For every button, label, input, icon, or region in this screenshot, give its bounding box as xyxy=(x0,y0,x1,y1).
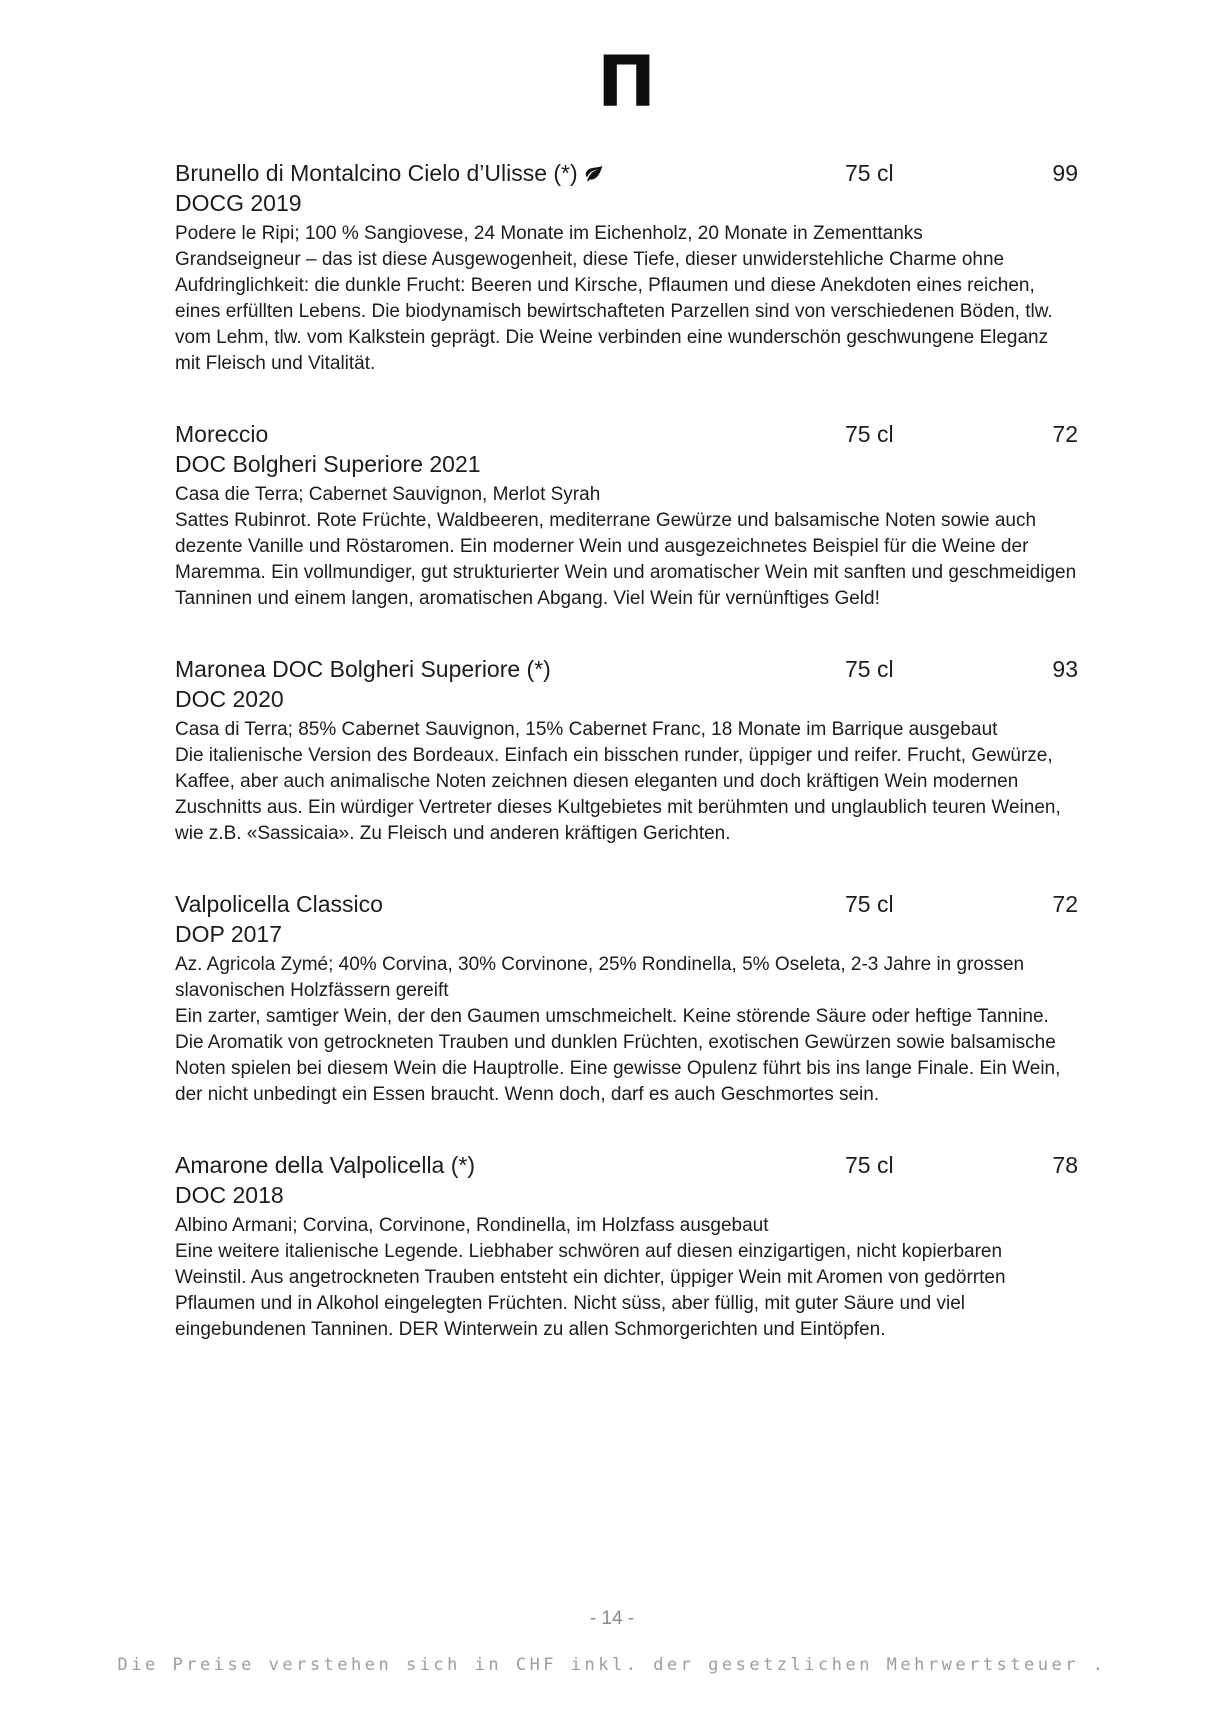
wine-producer: Podere le Ripi; 100 % Sangiovese, 24 Monate im Eichenholz, 20 Monate in Zementtanks xyxy=(175,223,923,244)
wine-description: Die italienische Version des Bordeaux. Einfach ein bisschen runder, üppiger und reifer. Frucht, Gewürze, Kaffee, aber auch animalische Noten zeichnen diesen eleganten und doch kräftigen Wein modernen Zuschnitts aus. Ein würdiger Vertreter dieses Kultgebietes mit berühmten und unglaublich teuren Weinen, wie z.B. «Sassicaia». Zu Fleisch und anderen kräftigen Gerichten. xyxy=(175,745,1061,844)
restaurant-logo: Π xyxy=(597,41,656,123)
wine-appellation: DOC Bolgheri Superiore 2021 xyxy=(175,451,481,477)
wine-price: 72 xyxy=(1052,891,1078,917)
wine-appellation: DOP 2017 xyxy=(175,921,282,947)
wine-header xyxy=(175,654,1078,684)
wine-entry xyxy=(175,1150,1078,1343)
volume-price xyxy=(845,654,1078,684)
wine-list xyxy=(175,158,1078,1343)
wine-volume: 75 cl xyxy=(845,160,894,186)
wine-name-text: Amarone della Valpolicella (*) xyxy=(175,1152,475,1178)
volume-price xyxy=(845,419,1078,449)
footer-note: Die Preise verstehen sich in CHF inkl. der gesetzlichen Mehrwertsteuer . xyxy=(117,1655,1107,1675)
wine-name xyxy=(175,1150,845,1180)
wine-description: Eine weitere italienische Legende. Liebhaber schwören auf diesen einzigartigen, nicht kopierbaren Weinstil. Aus angetrockneten Trauben entsteht ein dichter, üppiger Wein mit Aromen von gedörrten Pflaumen und in Alkohol eingelegten Früchten. Nicht süss, aber füllig, mit guter Säure und viel eingebundenen Tanninen. DER Winterwein zu allen Schmorgerichten und Eintöpfen. xyxy=(175,1241,1006,1340)
wine-volume: 75 cl xyxy=(845,656,894,682)
wine-appellation: DOC 2020 xyxy=(175,686,284,712)
wine-header xyxy=(175,1150,1078,1180)
wine-description: Ein zarter, samtiger Wein, der den Gaumen umschmeichelt. Keine störende Säure oder heftige Tannine. Die Aromatik von getrockneten Trauben und dunklen Früchten, exotischen Gewürzen sowie balsamische Noten spielen bei diesem Wein die Hauptrolle. Eine gewisse Opulenz führt bis ins lange Finale. Ein Wein, der nicht unbedingt ein Essen braucht. Wenn doch, darf es auch Geschmortes sein. xyxy=(175,1006,1061,1105)
page-number: - 14 - xyxy=(589,1608,635,1629)
wine-volume: 75 cl xyxy=(845,1152,894,1178)
wine-producer: Casa die Terra; Cabernet Sauvignon, Merlot Syrah xyxy=(175,484,601,505)
wine-entry xyxy=(175,419,1078,612)
wine-producer: Albino Armani; Corvina, Corvinone, Rondinella, im Holzfass ausgebaut xyxy=(175,1215,769,1236)
wine-producer: Az. Agricola Zymé; 40% Corvina, 30% Corvinone, 25% Rondinella, 5% Oseleta, 2-3 Jahre in grossen slavonischen Holzfässern gereift xyxy=(175,954,1025,1001)
volume-price xyxy=(845,889,1078,919)
wine-description: Sattes Rubinrot. Rote Früchte, Waldbeeren, mediterrane Gewürze und balsamische Noten sowie auch dezente Vanille und Röstaromen. Ein moderner Wein und ausgezeichnetes Beispiel für die Weine der Maremma. Ein vollmundiger, gut strukturierter Wein und aromatischer Wein mit sanften und geschmeidigen Tanninen und einem langen, aromatischen Abgang. Viel Wein für vernünftiges Geld! xyxy=(175,510,1077,609)
volume-price xyxy=(845,158,1078,188)
wine-name-text: Brunello di Montalcino Cielo d’Ulisse (*) xyxy=(175,160,578,186)
wine-volume: 75 cl xyxy=(845,891,894,917)
wine-name-text: Maronea DOC Bolgheri Superiore (*) xyxy=(175,656,551,682)
wine-header xyxy=(175,419,1078,449)
wine-name xyxy=(175,158,845,188)
wine-price: 93 xyxy=(1052,656,1078,682)
wine-description: Grandseigneur – das ist diese Ausgewogenheit, diese Tiefe, dieser unwiderstehliche Charme ohne Aufdringlichkeit: die dunkle Frucht: Beeren und Kirsche, Pflaumen und diese Anekdoten eines reichen, eines erfüllten Lebens. Die biodynamisch bewirtschafteten Parzellen sind von verschiedenen Böden, tlw. vom Lehm, tlw. vom Kalkstein geprägt. Die Weine verbinden eine wunderschön geschwungene Eleganz mit Fleisch und Vitalität. xyxy=(175,249,1053,374)
wine-header xyxy=(175,889,1078,919)
wine-name xyxy=(175,654,845,684)
wine-entry xyxy=(175,889,1078,1108)
wine-volume: 75 cl xyxy=(845,421,894,447)
wine-name-text: Moreccio xyxy=(175,421,269,447)
wine-appellation: DOCG 2019 xyxy=(175,190,302,216)
wine-price: 99 xyxy=(1052,160,1078,186)
wine-name-text: Valpolicella Classico xyxy=(175,891,383,917)
wine-price: 78 xyxy=(1052,1152,1078,1178)
wine-header xyxy=(175,158,1078,188)
wine-entry xyxy=(175,654,1078,847)
wine-appellation: DOC 2018 xyxy=(175,1182,284,1208)
wine-entry xyxy=(175,158,1078,377)
volume-price xyxy=(845,1150,1078,1180)
wine-name xyxy=(175,419,845,449)
wine-producer: Casa di Terra; 85% Cabernet Sauvignon, 15% Cabernet Franc, 18 Monate im Barrique ausgebaut xyxy=(175,719,998,740)
wine-name xyxy=(175,889,845,919)
wine-price: 72 xyxy=(1052,421,1078,447)
leaf-icon xyxy=(584,160,604,180)
